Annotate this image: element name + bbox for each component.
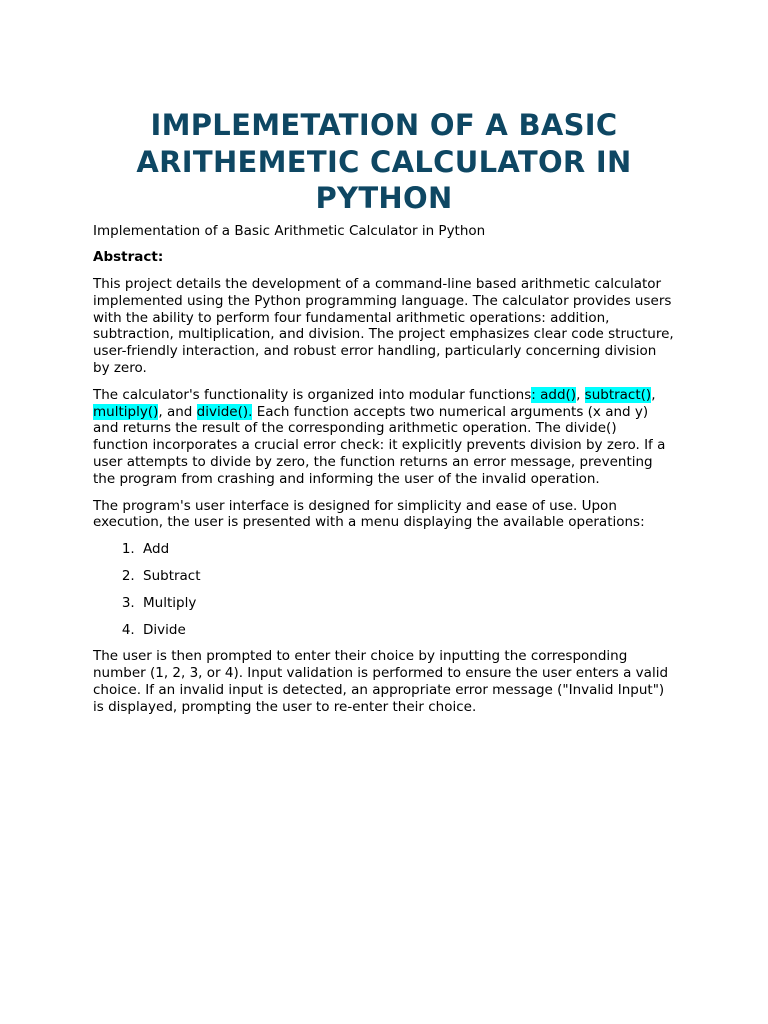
validation-paragraph: The user is then prompted to enter their choice by inputting the corresponding number (1, 2, 3, or 4). Input validation is performed to ensure the user enters a valid choice. If an invalid input is detected, an appropriate error message ("Invalid Input") is displayed, prompting the user to re-enter their choice. — [93, 648, 669, 715]
separator: , — [576, 386, 585, 403]
interface-paragraph: The program's user interface is designed for simplicity and ease of use. Upon execution, the user is presented with a menu displaying the available operations: — [93, 497, 645, 531]
functions-intro: The calculator's functionality is organized into modular functions — [93, 386, 532, 403]
list-item: 3. Multiply — [139, 595, 675, 612]
title-line: IMPLEMETATION OF A BASIC — [150, 108, 618, 142]
title-line: PYTHON — [315, 181, 453, 215]
separator: , — [651, 386, 656, 403]
operations-list — [93, 541, 675, 638]
functions-paragraph — [93, 387, 675, 488]
list-item: 2. Subtract — [139, 568, 675, 585]
title-line: ARITHEMETIC CALCULATOR IN — [136, 144, 632, 179]
highlight-multiply: multiply() — [93, 403, 159, 420]
highlight-divide: divide(). — [196, 403, 253, 420]
abstract-heading: Abstract: — [93, 249, 164, 266]
highlight-subtract: subtract() — [584, 386, 652, 403]
functions-rest: Each function accepts two numerical arguments (x and y) and returns the result of the corresponding arithmetic operation. The divide() function incorporates a crucial error check: it explicitly prevents division by zero. If a user attempts to divide by zero, the function returns an error message, preventing the program from crashing and informing the user of the invalid operation. — [93, 403, 666, 487]
document-subtitle: Implementation of a Basic Arithmetic Calculator in Python — [93, 222, 486, 239]
highlight-add: : add() — [531, 386, 577, 403]
list-item: 4. Divide — [139, 622, 675, 639]
document-title — [93, 107, 675, 217]
abstract-paragraph: This project details the development of a command-line based arithmetic calculator implemented using the Python programming language. The calculator provides users with the ability to perform four fundamental arithmetic operations: addition, subtraction, multiplication, and division. The project emphasizes clear code structure, user-friendly interaction, and robust error handling, particularly concerning division by zero. — [93, 276, 674, 377]
separator: , and — [158, 403, 197, 420]
list-item: 1. Add — [139, 541, 675, 558]
